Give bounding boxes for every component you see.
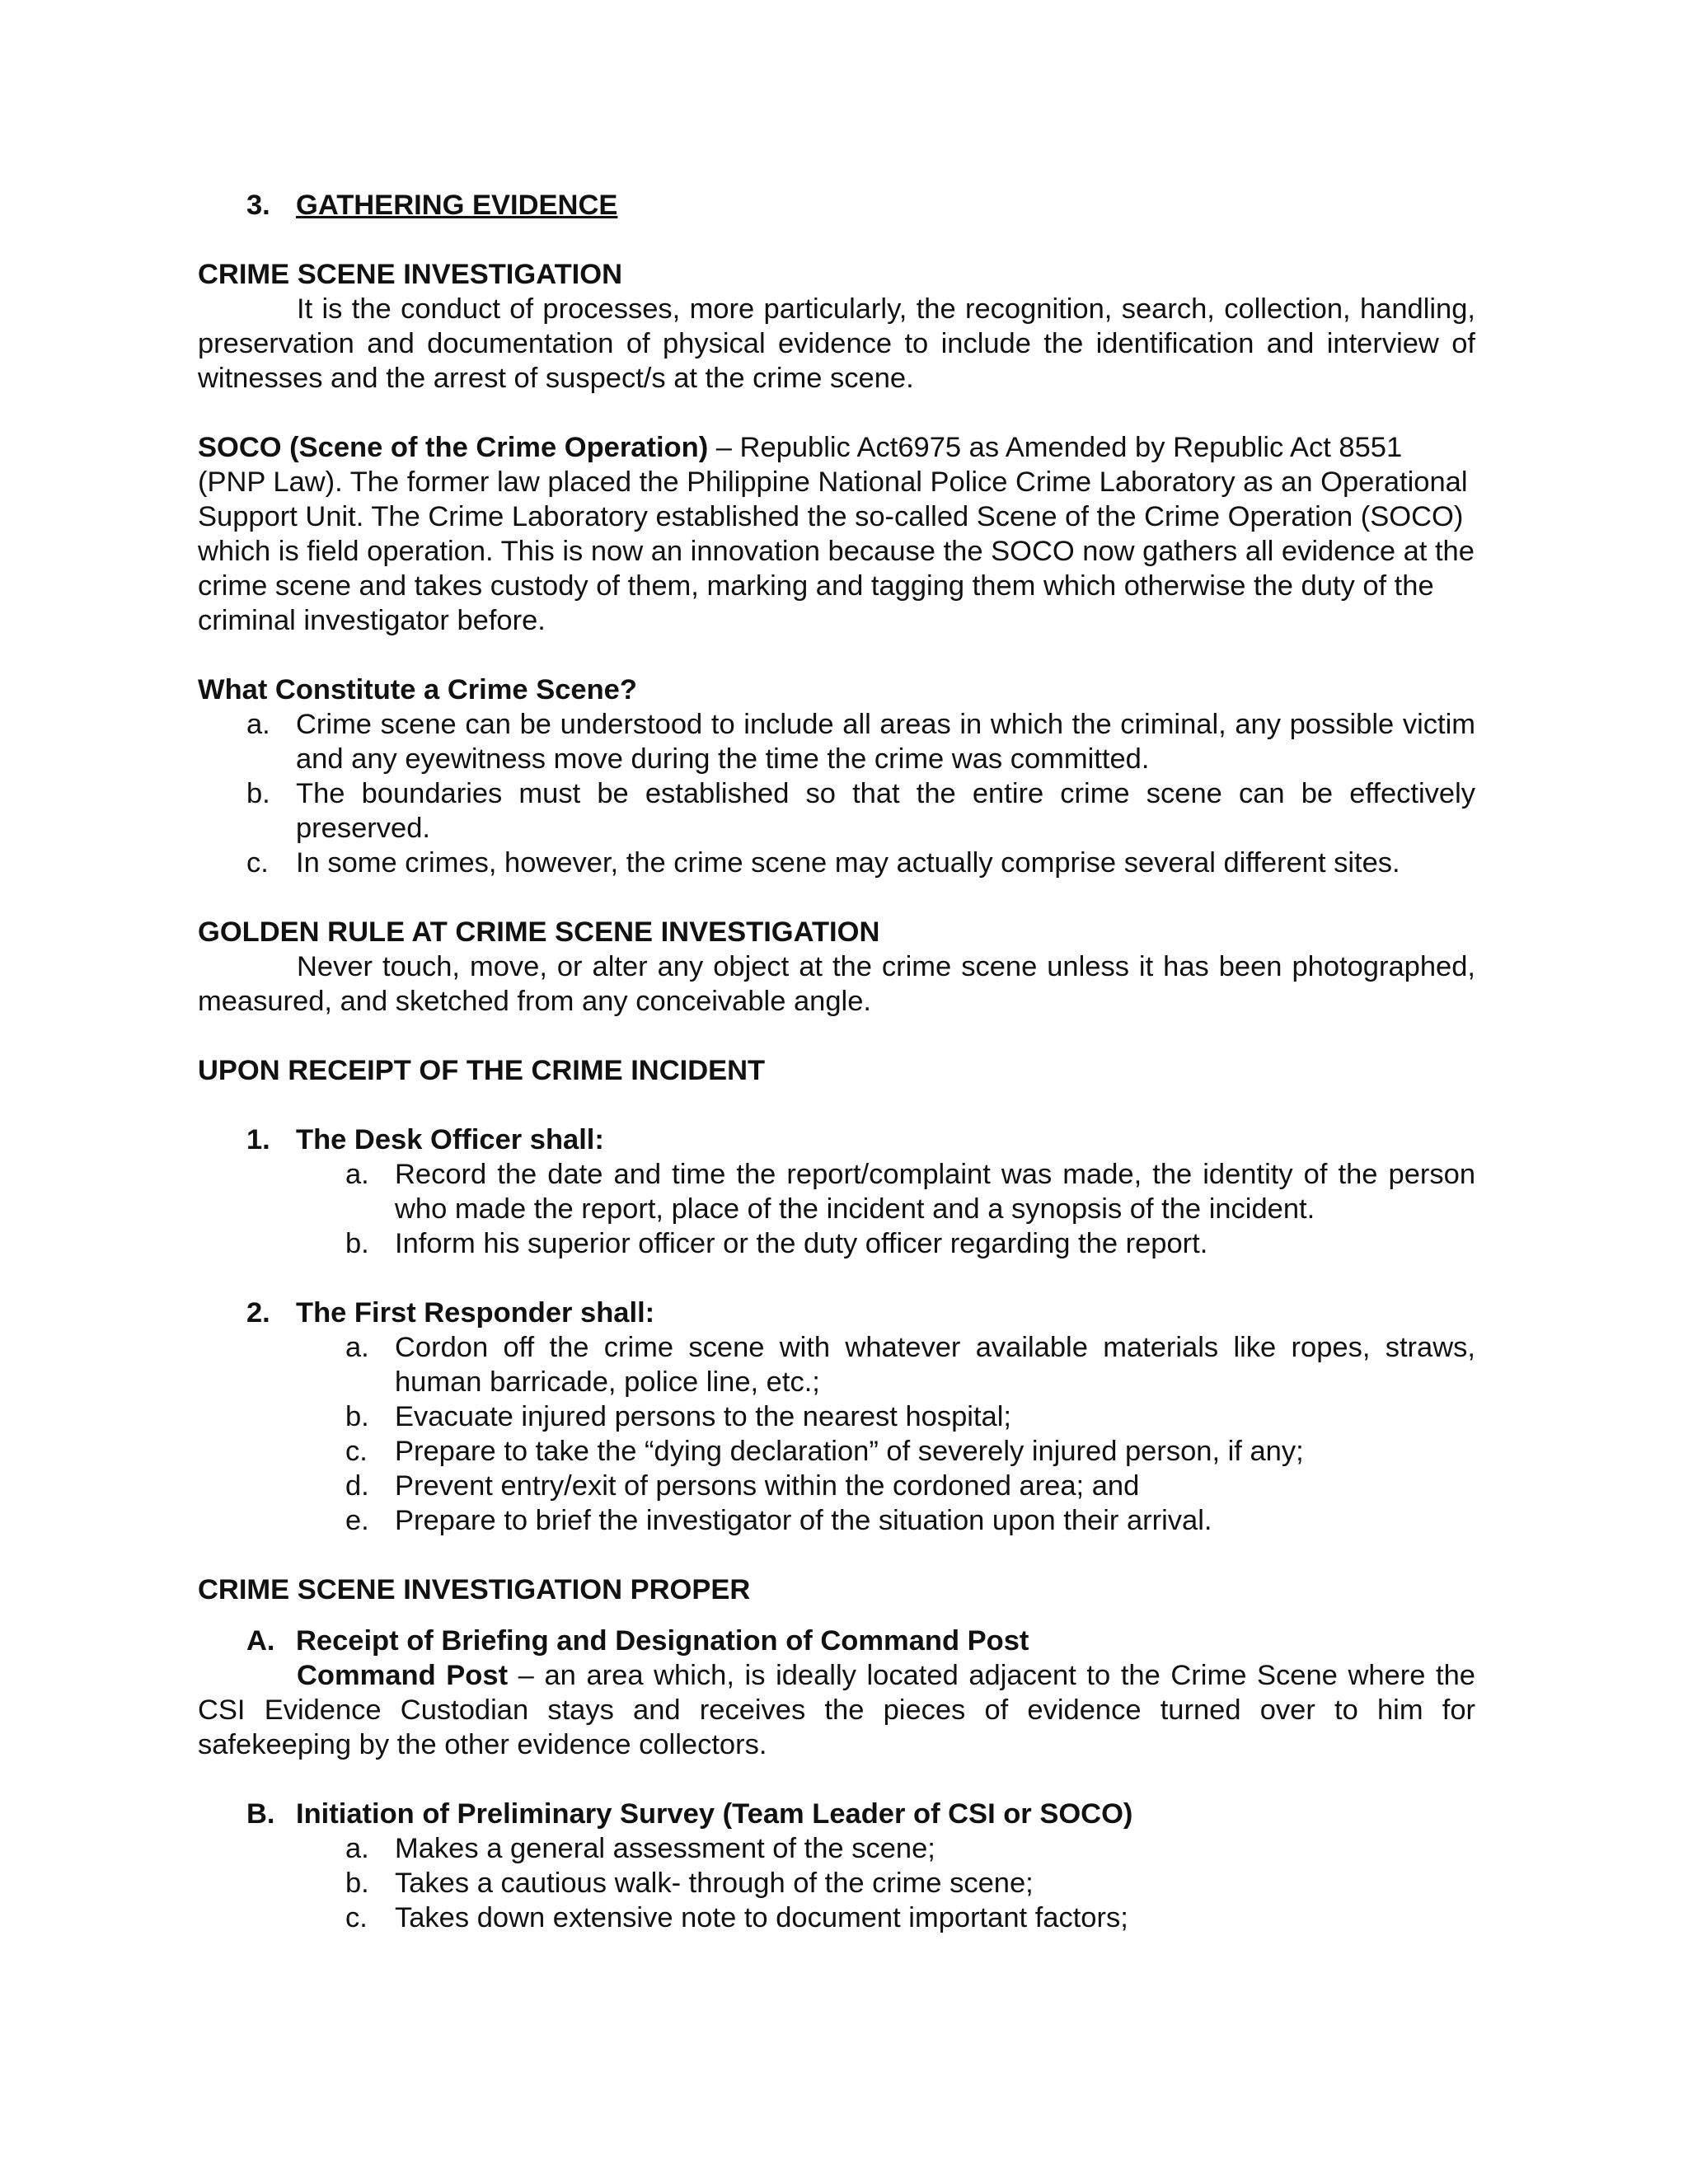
list-marker: A. — [246, 1625, 275, 1657]
list-text: The boundaries must be established so that the entire crime scene can be effectively preserved. — [296, 778, 1475, 844]
list-item — [198, 1157, 1475, 1226]
list-text: Prevent entry/exit of persons within the cordoned area; and — [395, 1470, 1140, 1502]
list-item — [198, 1399, 1475, 1434]
list-marker: a. — [246, 709, 270, 740]
list-marker: c. — [246, 847, 269, 879]
list-item — [198, 1503, 1475, 1538]
command-post-term: Command Post — [297, 1660, 509, 1691]
list-marker: b. — [345, 1228, 369, 1259]
csi-heading: CRIME SCENE INVESTIGATION — [198, 259, 622, 290]
section-title: GATHERING EVIDENCE — [296, 190, 618, 221]
list-marker: a. — [345, 1159, 369, 1190]
list-item — [198, 1226, 1475, 1261]
list-item — [198, 1866, 1475, 1900]
soco-paragraph — [198, 430, 1475, 638]
first-responder-title: The First Responder shall: — [296, 1297, 655, 1329]
csi-body: It is the conduct of processes, more particularly, the recognition, search, collection, handling, preservation and documentation of physical evidence to include the identification and interview of witnesses and the arrest of suspect/s at the crime scene. — [198, 293, 1475, 394]
section-heading — [198, 188, 1475, 223]
soco-body: – Republic Act6975 as Amended by Republic Act 8551 (PNP Law). The former law placed the Philippine National Police Crime Laboratory as an Operational Support Unit. The Crime Laboratory established the so-called Scene of the Crime Operation (SOCO) which is field operation. This is now an innovation because the SOCO now gathers all evidence at the crime scene and takes custody of them, marking and tagging them which otherwise the duty of the criminal investigator before. — [198, 432, 1475, 636]
list-text: Prepare to take the “dying declaration” of severely injured person, if any; — [395, 1436, 1304, 1467]
first-responder-heading — [198, 1296, 1475, 1330]
command-post-paragraph — [198, 1658, 1475, 1762]
list-marker: e. — [345, 1505, 369, 1536]
list-marker: b. — [246, 778, 270, 809]
list-text: Takes a cautious walk- through of the crime scene; — [395, 1868, 1034, 1899]
list-marker: b. — [345, 1868, 369, 1899]
list-marker: c. — [345, 1436, 368, 1467]
list-text: Makes a general assessment of the scene; — [395, 1833, 935, 1864]
golden-rule-body: Never touch, move, or alter any object at the crime scene unless it has been photographed, measured, and sketched from any conceivable angle. — [198, 951, 1475, 1017]
list-item — [198, 1831, 1475, 1866]
golden-rule-heading: GOLDEN RULE AT CRIME SCENE INVESTIGATION — [198, 916, 880, 948]
list-marker: a. — [345, 1332, 369, 1363]
list-text: Cordon off the crime scene with whatever available materials like ropes, straws, human barricade, police line, etc.; — [395, 1332, 1475, 1398]
list-item — [198, 846, 1475, 880]
list-marker: d. — [345, 1470, 369, 1502]
list-text: Takes down extensive note to document important factors; — [395, 1902, 1128, 1933]
proper-heading: CRIME SCENE INVESTIGATION PROPER — [198, 1574, 751, 1605]
list-text: Record the date and time the report/complaint was made, the identity of the person who made the report, place of the incident and a synopsis of the incident. — [395, 1159, 1475, 1225]
proper-b-title: Initiation of Preliminary Survey (Team Leader of CSI or SOCO) — [296, 1798, 1133, 1830]
list-marker: 1. — [246, 1124, 270, 1155]
desk-officer-title: The Desk Officer shall: — [296, 1124, 604, 1155]
list-item — [198, 1330, 1475, 1399]
list-text: Prepare to brief the investigator of the situation upon their arrival. — [395, 1505, 1212, 1536]
desk-officer-heading — [198, 1122, 1475, 1157]
list-marker: a. — [345, 1833, 369, 1864]
proper-b-heading — [198, 1797, 1475, 1831]
list-item — [198, 1434, 1475, 1469]
list-marker: B. — [246, 1798, 275, 1830]
list-text: Inform his superior officer or the duty officer regarding the report. — [395, 1228, 1208, 1259]
list-marker: c. — [345, 1902, 368, 1933]
receipt-heading: UPON RECEIPT OF THE CRIME INCIDENT — [198, 1055, 766, 1086]
list-item — [198, 1900, 1475, 1935]
list-text: Evacuate injured persons to the nearest hospital; — [395, 1401, 1011, 1432]
proper-a-heading — [198, 1624, 1475, 1658]
list-text: In some crimes, however, the crime scene may actually comprise several different sites. — [296, 847, 1400, 879]
soco-term: SOCO (Scene of the Crime Operation) — [198, 432, 709, 463]
list-item — [198, 707, 1475, 776]
list-marker: b. — [345, 1401, 369, 1432]
command-post-body: – an area which, is ideally located adjacent to the Crime Scene where the CSI Evidence Custodian stays and receives the pieces of evidence turned over to him for safekeeping by the other evidence collectors. — [198, 1660, 1475, 1760]
document-page — [198, 188, 1475, 1935]
constitute-heading: What Constitute a Crime Scene? — [198, 674, 637, 705]
list-item — [198, 1469, 1475, 1503]
proper-a-title: Receipt of Briefing and Designation of Command Post — [296, 1625, 1029, 1657]
section-number: 3. — [246, 190, 270, 221]
list-item — [198, 776, 1475, 846]
list-text: Crime scene can be understood to include all areas in which the criminal, any possible victim and any eyewitness move during the time the crime was committed. — [296, 709, 1475, 775]
list-marker: 2. — [246, 1297, 270, 1329]
